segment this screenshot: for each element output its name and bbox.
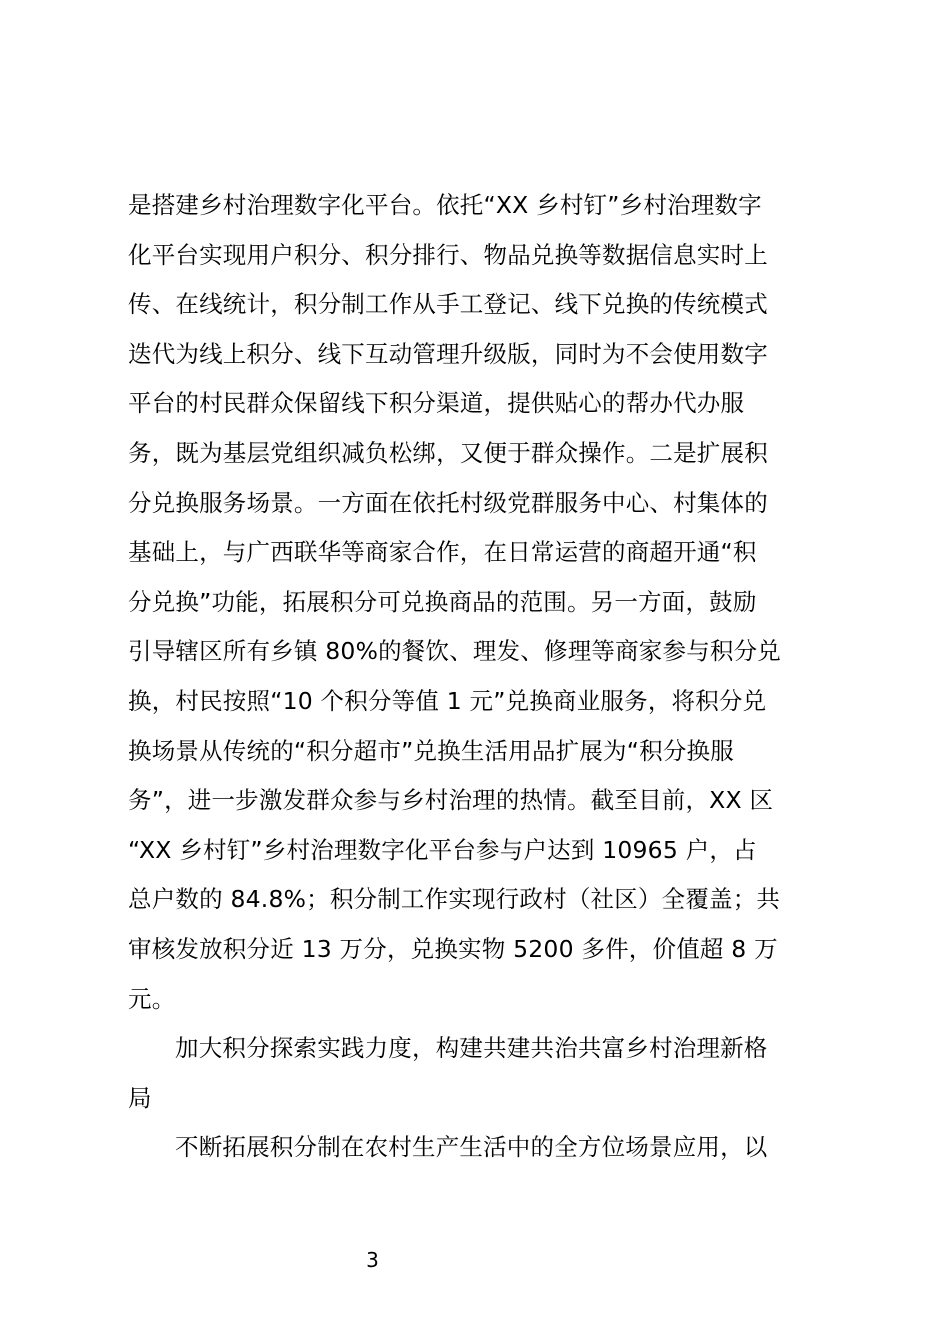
text-line: 分兑换”功能，拓展积分可兑换商品的范围。另一方面，鼓励 <box>128 587 757 616</box>
text-line: 审核发放积分近 13 万分，兑换实物 5200 多件，价值超 8 万 <box>128 934 778 963</box>
text-line: 传、在线统计，积分制工作从手工登记、线下兑换的传统模式 <box>128 290 768 319</box>
text-line: 换场景从传统的“积分超市”兑换生活用品扩展为“积分换服 <box>128 736 734 765</box>
text-line: 务，既为基层党组织减负松绑，又便于群众操作。二是扩展积 <box>128 438 768 467</box>
text-line: “XX 乡村钉”乡村治理数字化平台参与户达到 10965 户，占 <box>128 835 757 864</box>
text-line: 是搭建乡村治理数字化平台。依托“XX 乡村钉”乡村治理数字 <box>128 191 762 219</box>
text-line: 分兑换服务场景。一方面在依托村级党群服务中心、村集体的 <box>128 488 768 517</box>
text-line: 平台的村民群众保留线下积分渠道，提供贴心的帮办代办服 <box>128 389 745 418</box>
text-line: 总户数的 84.8%；积分制工作实现行政村（社区）全覆盖；共 <box>128 885 781 914</box>
text-line: 迭代为线上积分、线下互动管理升级版，同时为不会使用数字 <box>128 339 768 368</box>
text-line: 元。 <box>128 984 176 1013</box>
section-heading: 加大积分探索实践力度，构建共建共治共富乡村治理新格 <box>175 1034 768 1063</box>
text-line: 换，村民按照“10 个积分等值 1 元”兑换商业服务，将积分兑 <box>128 686 767 715</box>
section-heading-continuation: 局 <box>128 1083 152 1112</box>
text-line: 务”，进一步激发群众参与乡村治理的热情。截至目前，XX 区 <box>128 786 774 815</box>
page-number: 3 <box>366 1248 379 1272</box>
text-line: 引导辖区所有乡镇 80%的餐饮、理发、修理等商家参与积分兑 <box>128 637 782 666</box>
body-text <box>128 181 834 1173</box>
text-line: 化平台实现用户积分、积分排行、物品兑换等数据信息实时上 <box>128 240 768 269</box>
text-line: 基础上，与广西联华等商家合作，在日常运营的商超开通“积 <box>128 538 757 567</box>
paragraph-start: 不断拓展积分制在农村生产生活中的全方位场景应用，以 <box>175 1133 768 1162</box>
